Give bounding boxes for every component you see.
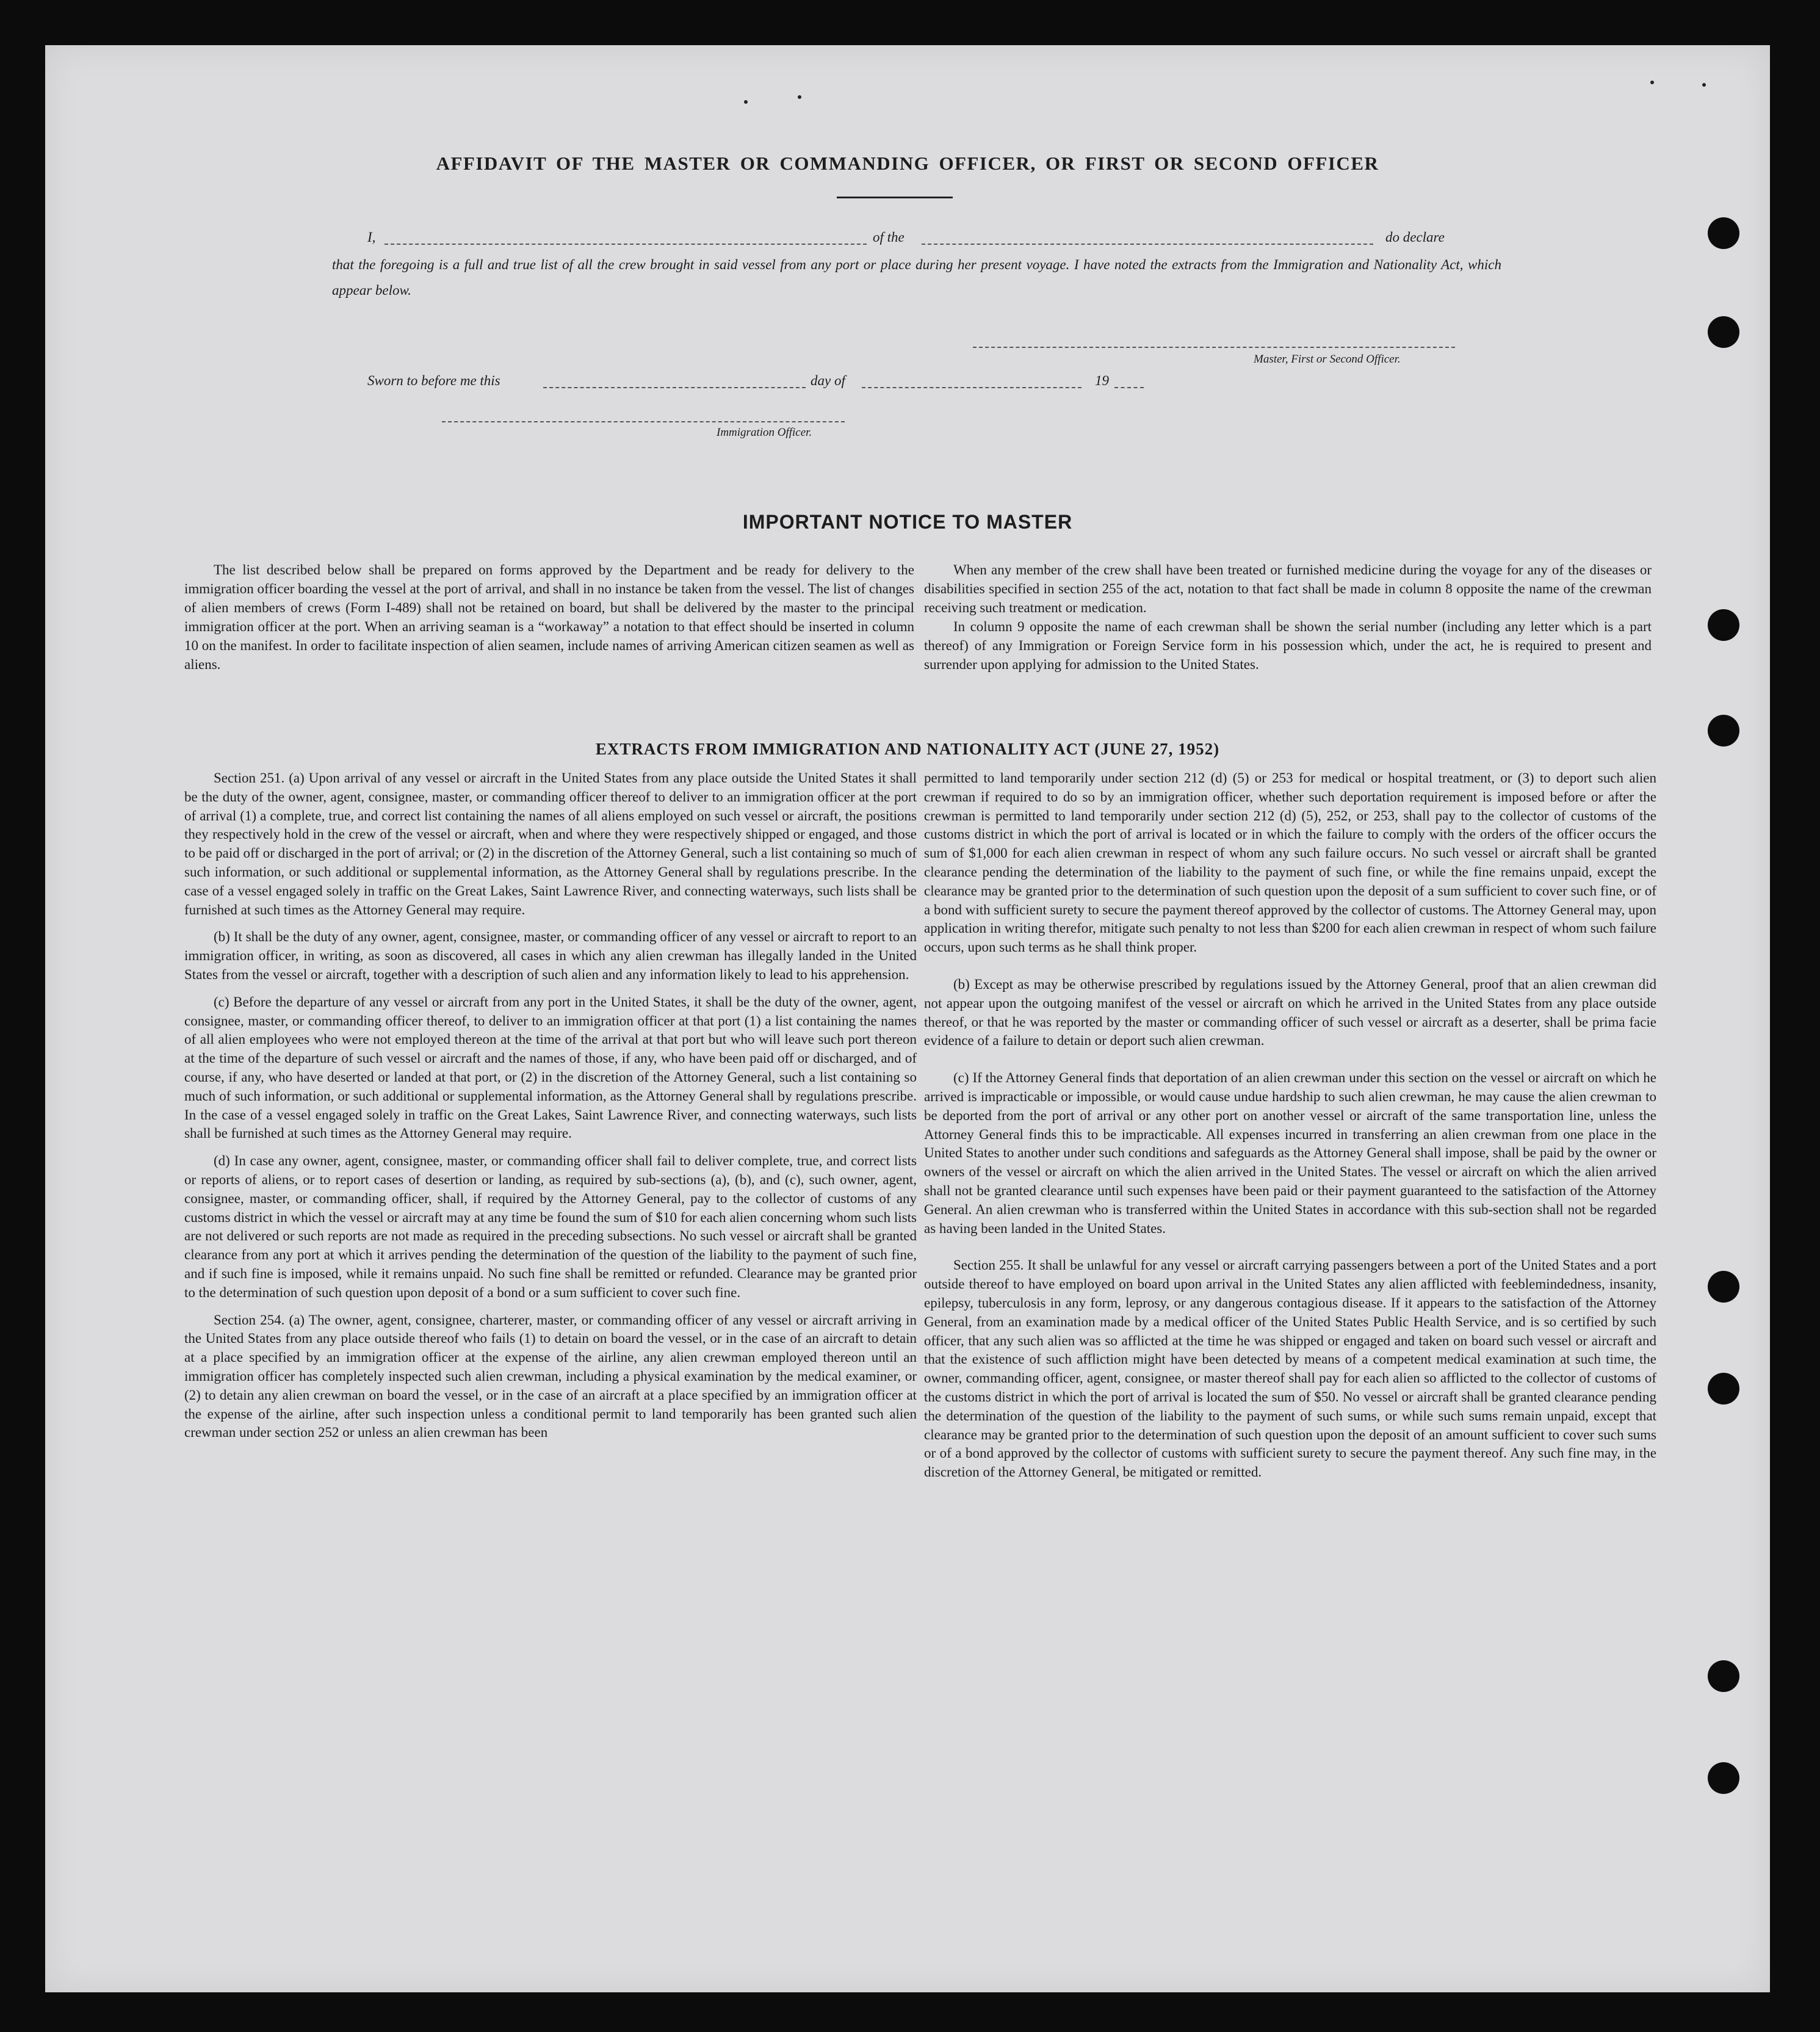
- sworn-year-blank-line[interactable]: [1114, 387, 1144, 388]
- section-251-d: (d) In case any owner, agent, consignee, master, or commanding officer shall fail to deliver complete, true, and correct lists or reports of aliens, or to report cases of desertion or landing, as required by sub-sections (a), (b), and (c), such owner, agent, consignee, master, or commanding officer, shall, if required by the Attorney General, pay to the collector of customs of any customs district in which the vessel or aircraft may at any time be found the sum of $10 for each alien concerning whom such lists are not delivered or such reports are not made as required in the preceding subsections. No such vessel or aircraft shall be granted clearance from any port at which it arrives pending the determination of the question of the liability to the payment of such fine, and if such fine is imposed, while it remains unpaid. No such fine shall be remitted or refunded. Clearance may be granted prior to the determination of such question upon deposit of a bond or a sum sufficient to cover such fine.: [184, 1153, 917, 1300]
- master-signature-label: Master, First or Second Officer.: [1254, 353, 1401, 366]
- vessel-blank-line[interactable]: [922, 244, 1373, 245]
- binder-hole: [1708, 1271, 1739, 1303]
- do-declare-label: do declare: [1385, 230, 1445, 245]
- master-signature-line[interactable]: [973, 347, 1455, 348]
- speck-mark: [1650, 81, 1654, 84]
- section-251-b: (b) It shall be the duty of any owner, agent, consignee, master, or commanding officer of any vessel or aircraft to report to an immigration officer, in writing, as soon as discovered, all cases in which any alien crewman has illegally landed in the United States from the vessel or aircraft, together with a description of such alien and any information likely to lead to his apprehension.: [184, 929, 917, 982]
- binder-hole: [1708, 1762, 1739, 1794]
- officer-signature-line[interactable]: [442, 421, 845, 422]
- notice-right-paragraph-2: In column 9 opposite the name of each crewman shall be shown the serial number (including any letter which is a part thereof) of any Immigration or Foreign Service form in his possession which, under the act, he is required to present and surrender upon applying for admission to the United States.: [924, 619, 1652, 672]
- title-underline: [837, 197, 953, 198]
- notice-right-paragraph-1: When any member of the crew shall have been treated or furnished medicine during the voyage for any of the diseases or disabilities specified in section 255 of the act, notation to that fact shall be made in column 8 opposite the name of the crewman receiving such treatment or medication.: [924, 562, 1652, 615]
- section-254-c: (c) If the Attorney General finds that deportation of an alien crewman under this section on the vessel or aircraft on which he arrived is impracticable or impossible, or would cause undue hardship to such alien crewman, he may cause the alien crewman to be deported from the port of arrival or any other port on another vessel or aircraft of the same transportation line, unless the Attorney General finds this to be impracticable. All expenses incurred in transferring an alien crewman from one place in the United States to another under such conditions and safeguards as the Attorney General shall impose, shall be paid by the owner or owners of the vessel or aircraft on which the alien arrived in the United States. The vessel or aircraft on which the alien arrived shall not be granted clearance until such expenses have been paid or their payment guaranteed to the satisfaction of the Attorney General. An alien crewman who is transferred within the United States in accordance with this sub-section shall not be regarded as having been landed in the United States.: [924, 1070, 1656, 1236]
- speck-mark: [744, 100, 748, 104]
- extracts-title: EXTRACTS FROM IMMIGRATION AND NATIONALITY ACT (JUNE 27, 1952): [595, 740, 1220, 758]
- extracts-right-column: [924, 769, 1656, 1482]
- section-251-a: Section 251. (a) Upon arrival of any vessel or aircraft in the United States from any place outside the United States it shall be the duty of the owner, agent, consignee, master, or commanding officer thereof to deliver to an immigration officer at the port of arrival (1) a complete, true, and correct list containing the names of all aliens employed on such vessel or aircraft, the positions they respectively hold in the crew of the vessel or aircraft, when and where they were respectively shipped or engaged, and those to be paid off or discharged in the port of arrival; or (2) in the discretion of the Attorney General, such a list containing so much of such information, or such additional or supplemental information, as the Attorney General shall by regulations prescribe. In the case of a vessel engaged solely in traffic on the Great Lakes, Saint Lawrence River, and connecting waterways, such lists shall be furnished at such times as the Attorney General may require.: [184, 770, 917, 917]
- of-the-label: of the: [873, 230, 905, 245]
- section-251-c: (c) Before the departure of any vessel or aircraft from any port in the United States, it shall be the duty of the owner, agent, consignee, master, or commanding officer thereof, to deliver to an immigration officer at that port (1) a list containing the names of all alien employees who were not employed thereon at the time of the arrival at that port but who will leave such port thereon at the time of the departure of such vessel or aircraft and the names of those, if any, who have been paid off or discharged, and of course, if any, who have deserted or landed at that port, or (2) in the discretion of the Attorney General, such a list containing so much of such information, or such additional or supplemental information, as the Attorney General shall by regulations prescribe. In the case of a vessel engaged solely in traffic on the Great Lakes, Saint Lawrence River, and connecting waterways, such lists shall be furnished at such times as the Attorney General may require.: [184, 994, 917, 1141]
- year-label: 19: [1095, 373, 1109, 388]
- affidavit-title: AFFIDAVIT OF THE MASTER OR COMMANDING OFFICER, OR FIRST OR SECOND OFFICER: [436, 153, 1379, 174]
- sworn-day-blank-line[interactable]: [543, 387, 806, 388]
- officer-signature-label: Immigration Officer.: [717, 426, 812, 439]
- declaration-text: that the foregoing is a full and true list of all the crew brought in said vessel from any port or place during her present voyage. I have noted the extracts from the Immigration and Nationality Act, which appear below.: [332, 257, 1501, 298]
- section-255: Section 255. It shall be unlawful for any vessel or aircraft carrying passengers between a port of the United States and a port outside thereof to have employed on board upon arrival in the United States any alien afflicted with feeblemindedness, insanity, epilepsy, tuberculosis in any form, leprosy, or any dangerous contagious disease. If it appears to the satisfaction of the Attorney General, from an examination made by a medical officer of the United States Public Health Service, and is so certified by such officer, that any such alien was so afflicted at the time he was shipped or engaged and taken on board such vessel or aircraft and that the existence of such affliction might have been detected by means of a competent medical examination at such time, the owner, commanding officer, agent, consignee, or master thereof shall pay for each alien so afflicted to the collector of customs of the customs district in which the port of arrival is located the sum of $50. No vessel or aircraft shall be granted clearance pending the determination of the question of the liability to the payment of such sums, or while such sums remain unpaid, except that clearance may be granted prior to the determination of such question upon the deposit of an amount sufficient to cover such sums or of a bond approved by the collector of customs with sufficient surety to secure the payment thereof. Any such fine may, in the discretion of the Attorney General, be mitigated or remitted.: [924, 1257, 1656, 1480]
- name-blank-line[interactable]: [385, 244, 867, 245]
- notice-title: IMPORTANT NOTICE TO MASTER: [742, 511, 1073, 533]
- section-254-a-continued: permitted to land temporarily under section 212 (d) (5) or 253 for medical or hospital treatment, or (3) to deport such alien crewman if required to do so by an immigration officer, whether such deportation requirement is imposed before or after the crewman is permitted to land temporarily under section 212 (d) (5), 252, or 253, shall pay to the collector of customs of the customs district in which the port of arrival is located or in which the failure to comply with the orders of the officer occurs the sum of $1,000 for each alien crewman in respect of whom any such failure occurs. No such vessel or aircraft shall be granted clearance pending the determination of the liability to the payment of such fine, or while the fine remains unpaid, except the clearance may be granted prior to the determination of such question upon the deposit of a sum sufficient to cover such fine, or of a bond with sufficient surety to secure the payment thereof approved by the collector of customs. The Attorney General may, upon application in writing therefor, mitigate such penalty to not less than $200 for each alien crewman in respect of whom such failure occurs, upon such terms as he shall think proper.: [924, 770, 1656, 955]
- section-254-b: (b) Except as may be otherwise prescribed by regulations issued by the Attorney General, proof that an alien crewman did not appear upon the outgoing manifest of the vessel or aircraft on which he arrived in the United States from any place outside thereof, or that he was reported by the master or commanding officer of such vessel or aircraft as a deserter, shall be prima facie evidence of a failure to detain or deport such alien crewman.: [924, 976, 1656, 1049]
- binder-hole: [1708, 217, 1739, 249]
- notice-left-paragraph: The list described below shall be prepared on forms approved by the Department and be ready for delivery to the immigration officer boarding the vessel at the port of arrival, and shall in no instance be taken from the vessel. The list of changes of alien members of crews (Form I-489) shall not be retained on board, but shall be delivered by the master to the principal immigration officer at the port. When an arriving seaman is a “workaway” a notation to that effect should be inserted in column 10 on the manifest. In order to facilitate inspection of alien seamen, include names of arriving American citizen seamen as well as aliens.: [184, 562, 914, 672]
- sworn-month-blank-line[interactable]: [862, 387, 1082, 388]
- section-254-a: Section 254. (a) The owner, agent, consignee, charterer, master, or commanding officer of any vessel or aircraft arriving in the United States from any place outside thereof who fails (1) to detain on board the vessel, or in the case of an aircraft to detain at a place specified by an immigration officer at the expense of the airline, any alien crewman employed thereon until an immigration officer has completely inspected such alien crewman, including a physical examination by the medical examiner, or (2) to detain any alien crewman on board the vessel, or in the case of an aircraft at a place specified by an immigration officer at the expense of the airline, after such inspection unless a conditional permit to land temporarily has been granted such alien crewman under section 252 or unless an alien crewman has been: [184, 1312, 917, 1441]
- speck-mark: [1702, 83, 1706, 87]
- notice-left-column: [184, 560, 914, 674]
- extracts-left-column: [184, 769, 917, 1442]
- day-of-label: day of: [811, 373, 845, 388]
- sworn-label: Sworn to before me this: [367, 373, 500, 388]
- i-label: I,: [367, 230, 376, 245]
- speck-mark: [798, 95, 801, 99]
- binder-hole: [1708, 1373, 1739, 1405]
- binder-hole: [1708, 1660, 1739, 1692]
- binder-hole: [1708, 609, 1739, 641]
- binder-hole: [1708, 316, 1739, 348]
- document-page: [45, 45, 1770, 1992]
- notice-right-column: [924, 560, 1652, 674]
